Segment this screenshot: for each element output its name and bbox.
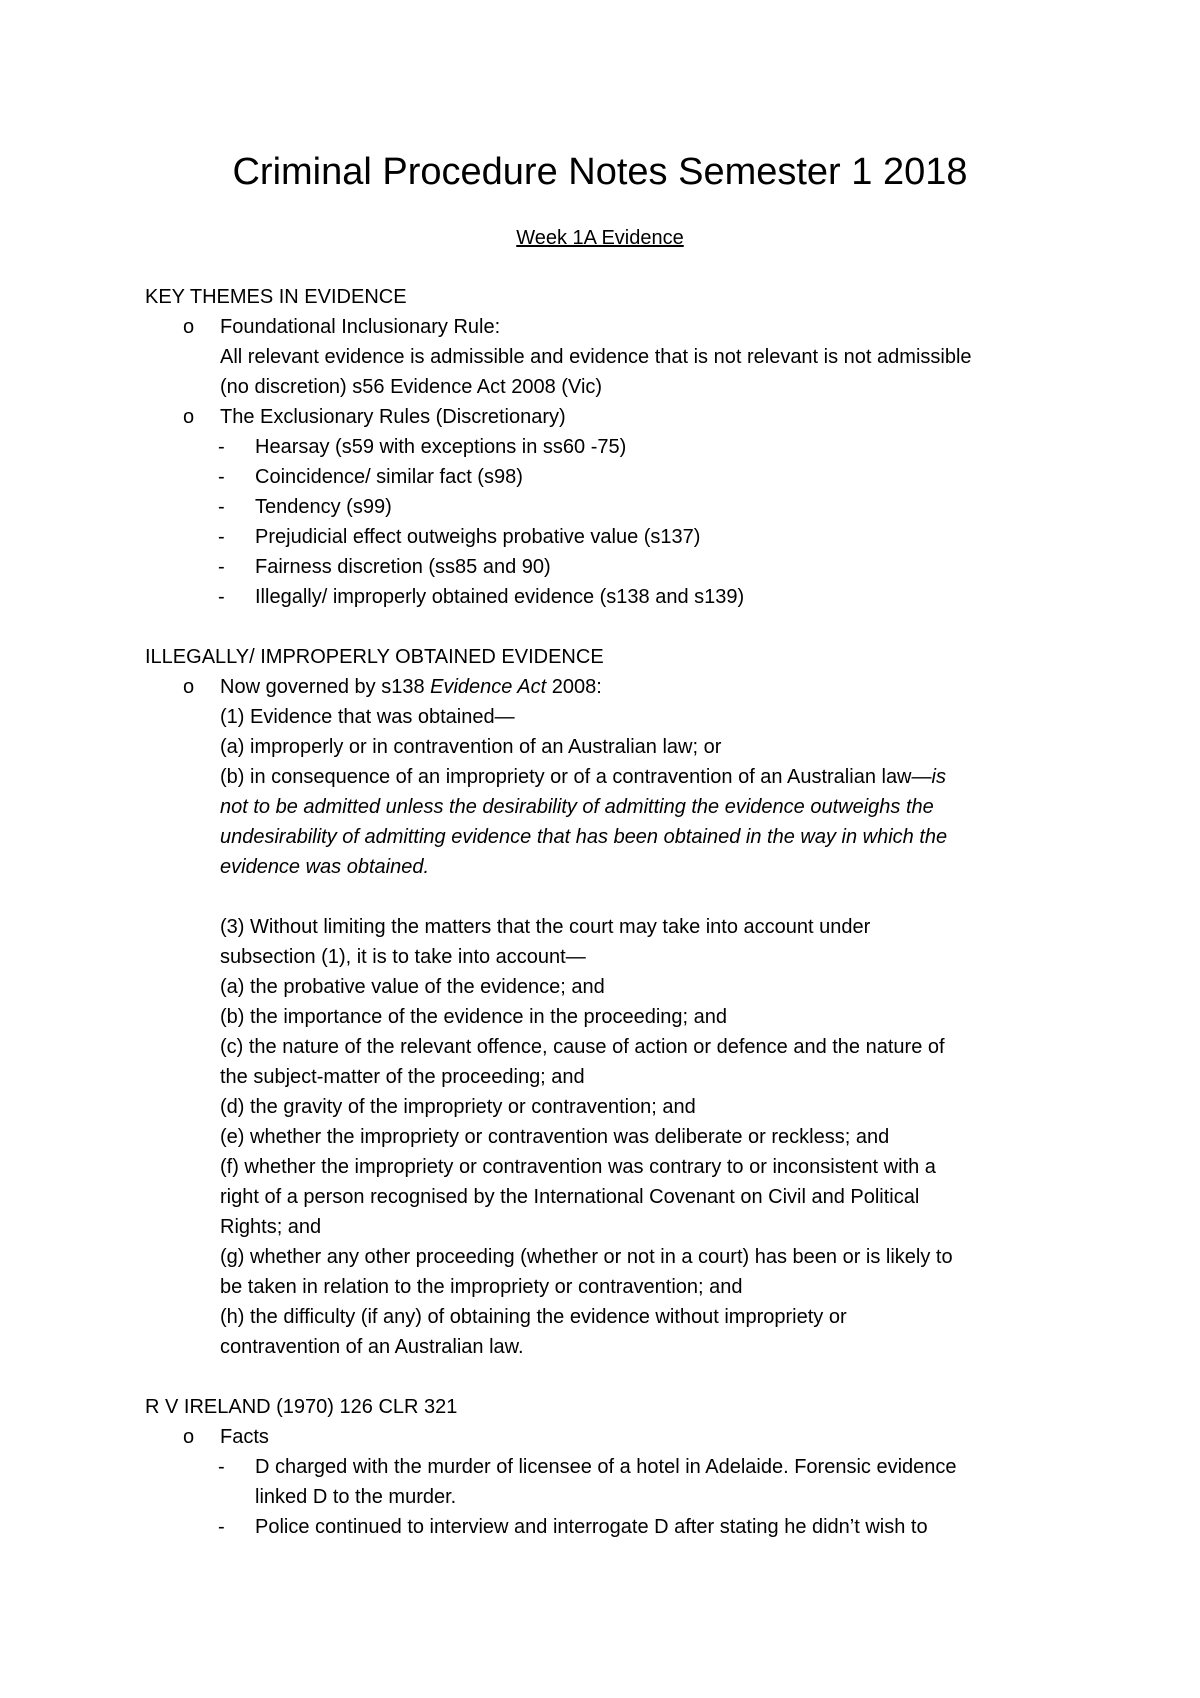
spacer — [145, 882, 1065, 912]
list-item-label: The Exclusionary Rules (Discretionary) — [220, 406, 566, 428]
statute-line: (b) the importance of the evidence in the proceeding; and — [220, 1006, 727, 1028]
sub-list-item — [145, 1512, 1065, 1542]
sub-list-item-text: Tendency (s99) — [255, 496, 392, 518]
section-heading-key-themes: KEY THEMES IN EVIDENCE — [145, 286, 407, 308]
statute-line: the subject-matter of the proceeding; and — [220, 1066, 585, 1088]
paragraph-line: (no discretion) s56 Evidence Act 2008 (Vic) — [220, 376, 603, 398]
dash-marker: - — [218, 466, 225, 488]
statute-text-italic: is — [931, 766, 946, 788]
list-item-label: Facts — [220, 1426, 269, 1448]
sub-list-item-text: Hearsay (s59 with exceptions in ss60 -75) — [255, 436, 627, 458]
sub-list-item — [145, 432, 1065, 462]
bullet-marker: o — [183, 1426, 195, 1448]
statute-line: (d) the gravity of the impropriety or contravention; and — [220, 1096, 696, 1118]
sub-list-item-continuation: linked D to the murder. — [255, 1486, 457, 1508]
list-item-text-pre: Now governed by s138 — [220, 676, 431, 698]
dash-marker: - — [218, 1456, 225, 1478]
list-item — [145, 402, 1065, 432]
statute-line: (3) Without limiting the matters that the court may take into account under — [220, 916, 871, 938]
statute-line-italic: undesirability of admitting evidence that has been obtained in the way in which the — [220, 826, 948, 848]
document-body — [145, 282, 1065, 1542]
dash-marker: - — [218, 496, 225, 518]
statute-line: (1) Evidence that was obtained— — [220, 706, 515, 728]
sub-list-item-text: Prejudicial effect outweighs probative value (s137) — [255, 526, 701, 548]
section-heading-illegally-obtained: ILLEGALLY/ IMPROPERLY OBTAINED EVIDENCE — [145, 646, 604, 668]
bullet-marker: o — [183, 676, 195, 698]
statute-line: (a) improperly or in contravention of an Australian law; or — [220, 736, 722, 758]
list-item — [145, 312, 1065, 342]
statute-line-italic: evidence was obtained. — [220, 856, 430, 878]
statute-text: (b) in consequence of an impropriety or of a contravention of an Australian law— — [220, 766, 932, 788]
dash-marker: - — [218, 526, 225, 548]
section-heading-case-ireland: R V IRELAND (1970) 126 CLR 321 — [145, 1396, 458, 1418]
dash-marker: - — [218, 436, 225, 458]
document-subtitle: Week 1A Evidence — [516, 227, 684, 249]
statute-line: subsection (1), it is to take into account— — [220, 946, 586, 968]
statute-line: right of a person recognised by the International Covenant on Civil and Political — [220, 1186, 920, 1208]
dash-marker: - — [218, 586, 225, 608]
paragraph-line: All relevant evidence is admissible and evidence that is not relevant is not admissible — [220, 346, 972, 368]
dash-marker: - — [218, 556, 225, 578]
sub-list-item — [145, 582, 1065, 612]
statute-line: (c) the nature of the relevant offence, cause of action or defence and the nature of — [220, 1036, 945, 1058]
statute-line: (e) whether the impropriety or contravention was deliberate or reckless; and — [220, 1126, 890, 1148]
sub-list-item — [145, 522, 1065, 552]
statute-line: (f) whether the impropriety or contravention was contrary to or inconsistent with a — [220, 1156, 936, 1178]
sub-list-item-text: Coincidence/ similar fact (s98) — [255, 466, 523, 488]
sub-list-item — [145, 552, 1065, 582]
act-name-italic: Evidence Act — [430, 676, 547, 698]
dash-marker: - — [218, 1516, 225, 1538]
sub-list-item — [145, 462, 1065, 492]
statute-line: Rights; and — [220, 1216, 322, 1238]
spacer — [145, 1362, 1065, 1392]
document-title: Criminal Procedure Notes Semester 1 2018 — [232, 151, 968, 193]
sub-list-item — [145, 1452, 1065, 1482]
sub-list-item-text: Illegally/ improperly obtained evidence (s138 and s139) — [255, 586, 745, 608]
spacer — [145, 612, 1065, 642]
list-item — [145, 1422, 1065, 1452]
sub-list-item-text: D charged with the murder of licensee of a hotel in Adelaide. Forensic evidence — [255, 1456, 957, 1478]
statute-line: contravention of an Australian law. — [220, 1336, 524, 1358]
statute-line-italic: not to be admitted unless the desirability of admitting the evidence outweighs the — [220, 796, 934, 818]
statute-line: be taken in relation to the impropriety or contravention; and — [220, 1276, 743, 1298]
list-item — [145, 672, 1065, 702]
list-item-text-post: 2008: — [546, 676, 602, 698]
sub-list-item — [145, 492, 1065, 522]
bullet-marker: o — [183, 316, 195, 338]
sub-list-item-text: Fairness discretion (ss85 and 90) — [255, 556, 551, 578]
bullet-marker: o — [183, 406, 195, 428]
statute-line — [145, 762, 1065, 792]
statute-line: (a) the probative value of the evidence; and — [220, 976, 605, 998]
statute-line: (g) whether any other proceeding (whether or not in a court) has been or is likely to — [220, 1246, 953, 1268]
list-item-label: Foundational Inclusionary Rule: — [220, 316, 501, 338]
sub-list-item-text: Police continued to interview and interrogate D after stating he didn’t wish to — [255, 1516, 928, 1538]
statute-line: (h) the difficulty (if any) of obtaining the evidence without impropriety or — [220, 1306, 847, 1328]
